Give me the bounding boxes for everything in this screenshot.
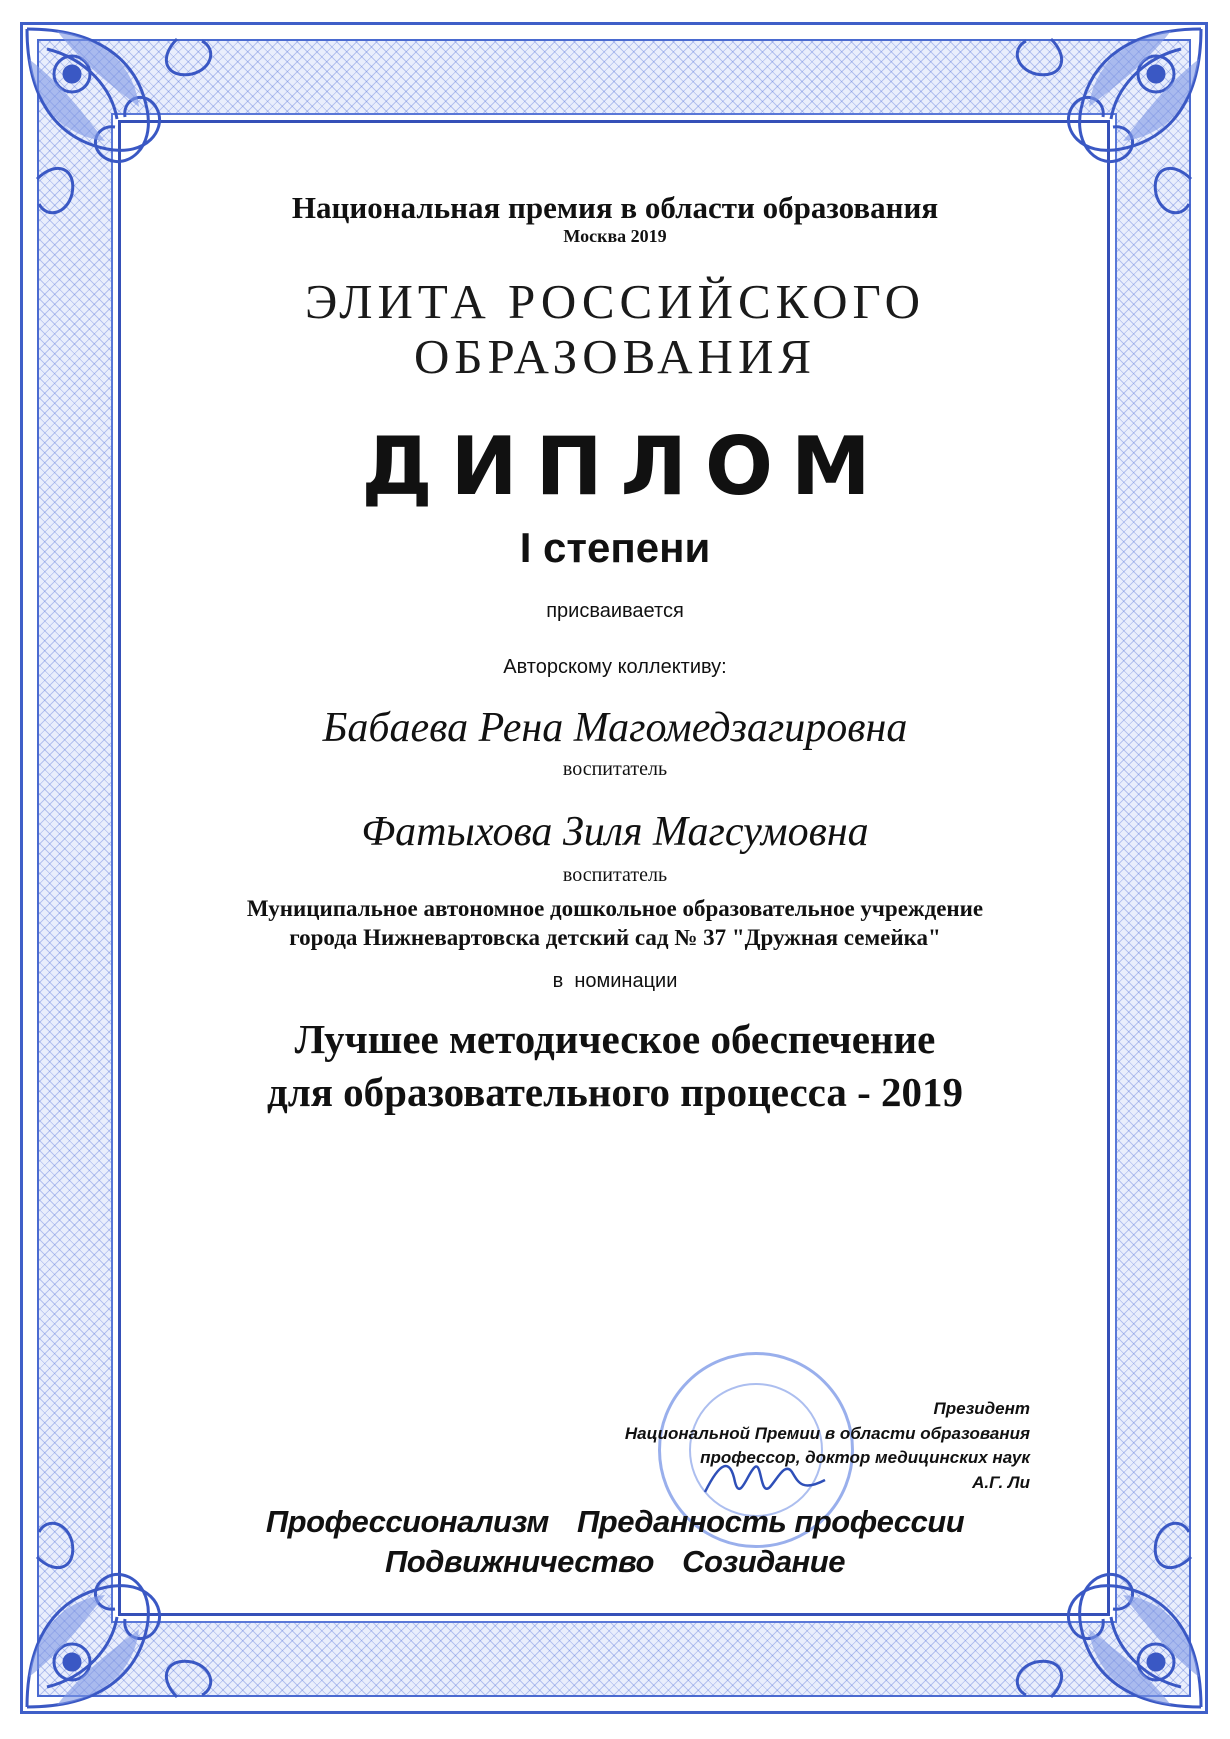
motto: Преданность профессии [576,1504,965,1539]
collective-label: Авторскому коллективу: [503,655,727,678]
motto-row [200,1542,1030,1582]
diploma-degree: I степени [519,523,711,571]
motto-row [200,1502,1030,1542]
motto: Созидание [682,1544,845,1580]
motto: Профессионализм [265,1504,549,1539]
certificate-body [130,190,1100,1119]
nomination-line1: Лучшее методическое обеспечение [294,1015,936,1062]
motto: Подвижничество [385,1544,654,1580]
elite-heading-line1: ЭЛИТА РОССИЙСКОГО [304,274,925,330]
signatory-line1: Национальной Премии в области образования [624,1423,1030,1443]
diploma-title: ДИПЛОМ [361,419,889,513]
award-title: Национальная премия в области образования [291,190,939,225]
organization-line1: Муниципальное автономное дошкольное образовательное учреждение [246,896,984,922]
elite-heading-line2: ОБРАЗОВАНИЯ [413,329,817,385]
recipient-role: воспитатель [562,864,668,887]
signatory-title: Президент [933,1399,1030,1418]
signatory-name: А.Г. Ли [972,1472,1030,1492]
organization-line2: города Нижневартовска детский сад № 37 "Дружная семейка" [289,925,941,951]
signature-block [625,1397,1030,1496]
mottos [200,1502,1030,1583]
recipient-role: воспитатель [562,758,668,781]
elite-heading [130,275,1100,385]
nomination-title [130,1013,1100,1120]
nomination-line2: для образовательного процесса - 2019 [266,1069,964,1116]
organization [130,895,1100,953]
nomination-intro: в номинации [552,969,678,992]
signatory-line2: профессор, доктор медицинских наук [700,1448,1030,1468]
recipient-name: Бабаева Рена Магомедзагировна [322,704,908,751]
city-year: Москва 2019 [563,225,667,246]
awarded-label: присваивается [546,599,684,622]
recipient-name: Фатыхова Зиля Магсумовна [361,809,869,856]
